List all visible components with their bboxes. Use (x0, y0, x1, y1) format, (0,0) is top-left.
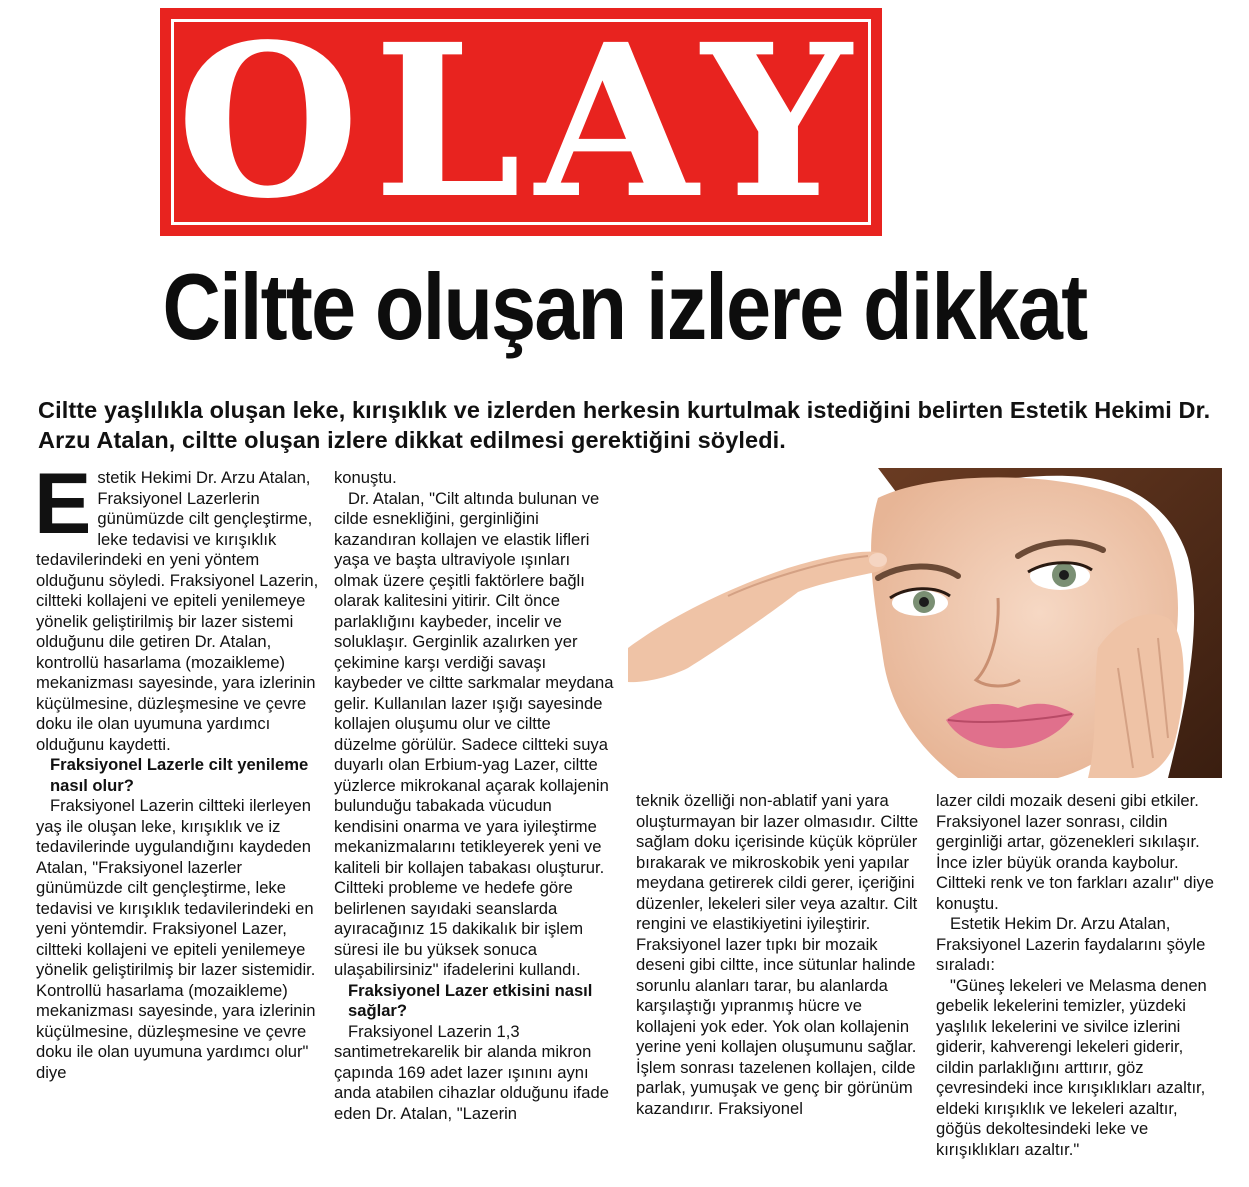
article-paragraph: Estetik Hekimi Dr. Arzu Atalan, Fraksiyonel Lazerlerin günümüzde cilt gençleştirme, leke tedavisi ve kırışıklık tedavilerindeki en yeni yöntem olduğunu söyledi. Fraksiyonel Lazerin, ciltteki kollajeni ve epiteli yenilemeye yönelik geliştirilmiş bir lazer sistemi olduğunu dile getiren Dr. Atalan, kontrollü hasarlama (mozaikleme) mekanizması sayesinde, yara izlerinin küçülmesine, düzleşmesine ve çevre doku ile olan uyumuna yardımcı olduğunu kaydetti. (34, 456, 319, 754)
article-paragraph: teknik özelliği non-ablatif yani yara oluşturmayan bir lazer olmasıdır. Ciltte sağlam doku içerisinde küçük köprüler bırakarak ve mikroskobik yeni yapılar meydana getirerek cildi gerer, içeriğini düzenler, lekeleri siler veya azaltır. Cilt rengini ve elastikiyetini iyileştirir. Fraksiyonel lazer tıpkı bir mozaik deseni gibi ciltte, ince sütunlar halinde sorunlu alanları tarar, bu alanlarda karşılaştığı yıpranmış hücre ve kollajeni yok eder. Yok olan kollajenin yerine yeni kollajen oluşumunu sağlar. İşlem sonrası tazelenen kollajen, cilde parlak, yumuşak ve genç bir görünüm kazandırır. Fraksiyonel (636, 791, 919, 1118)
article-paragraph: Fraksiyonel Lazerin 1,3 santimetrekarelik bir alanda mikron çapında 169 adet lazer ışınını aynı anda atabilen cihazlar olduğunu ifade eden Dr. Atalan, "Lazerin (334, 1021, 609, 1123)
article-paragraph: konuştu. (334, 468, 397, 487)
woman-face-illustration (628, 468, 1222, 778)
subheading: Fraksiyonel Lazerle cilt yenileme nasıl olur? (50, 755, 309, 795)
subheading: Fraksiyonel Lazer etkisini nasıl sağlar? (348, 980, 593, 1020)
masthead-title: OLAY (176, 8, 866, 236)
article-column-4 (936, 791, 1220, 1160)
drop-cap: E (34, 456, 92, 552)
headline: Ciltte oluşan izlere dikkat (162, 254, 1087, 359)
article-photo (628, 468, 1222, 778)
article-column-3 (636, 791, 920, 1119)
article-paragraph: "Güneş lekeleri ve Melasma denen gebelik lekelerini temizler, yüzdeki yaşlılık lekelerini ve sivilce izlerini giderir, kahverengi lekeleri giderir, cildin parlaklığını arttırır, göz çevresindeki ince kırışıklıkları azaltır, eldeki kırışıklık ve lekeleri azaltır, göğüs dekoltesindeki leke ve kırışıklıkları azaltır." (936, 975, 1207, 1159)
article-paragraph: Fraksiyonel Lazerin ciltteki ilerleyen yaş ile oluşan leke, kırışıklık ve iz tedavilerinde uygulandığını kaydeden Atalan, "Fraksiyonel lazerler günümüzde cilt gençleştirme, leke tedavisi ve kırışıklık tedavilerindeki en yeni yöntemdir. Fraksiyonel Lazer, ciltteki kollajeni ve epiteli yenilemeye yönelik geliştirilmiş bir lazer sistemidir. Kontrollü hasarlama (mozaikleme) mekanizması sayesinde, yara izlerinin küçülmesine, düzleşmesine ve çevre doku ile olan uyumuna yardımcı olur" diye (36, 796, 316, 1082)
article-paragraph: Dr. Atalan, "Cilt altında bulunan ve cilde esnekliğini, gerginliğini kazandıran kollajen ve elastik lifleri yaşa ve başta ultraviyole ışınları olmak üzere çeşitli faktörlere bağlı olarak kalitesini yitirir. Cilt önce parlaklığını kaybeder, incelir ve soluklaşır. Gerginlik azalırken yer çekimine karşı verdiği savaşı kaybeder ve ciltte sarkmalar meydana gelir. Kullanılan lazer ışığı sayesinde kollajen oluşumu olur ve ciltte düzelme görülür. Sadece ciltteki suya duyarlı olan Erbium-yag Lazer, ciltte yüzlerce mikrokanal açarak kollajenin bulunduğu tabakada vücudun kendisini onarma ve yara iyileştirme mekanizmalarını tetikleyerek yeni ve kaliteli bir kollajen tabakası oluşturur. Ciltteki probleme ve hedefe göre belirlenen sayıdaki seanslarda ayıracağınız 15 dakikalık bir işlem süresi ile bu yüksek sonuca ulaşabilirsiniz" ifadelerini kullandı. (334, 488, 614, 979)
article-paragraph: Estetik Hekim Dr. Arzu Atalan, Fraksiyonel Lazerin faydalarını şöyle sıraladı: (936, 914, 1206, 974)
article-paragraph: lazer cildi mozaik deseni gibi etkiler. Fraksiyonel lazer sonrası, cildin gerginliği artar, gözenekleri sıkılaşır. İnce izler büyük oranda kaybolur. Ciltteki renk ve ton farkları azalır" diye konuştu. (936, 791, 1214, 913)
article-column-1 (34, 456, 320, 1083)
lead-paragraph: Ciltte yaşlılıkla oluşan leke, kırışıklık ve izlerden herkesin kurtulmak istediğini belirten Estetik Hekimi Dr. Arzu Atalan, ciltte oluşan izlere dikkat edilmesi gerektiğini söyledi. (38, 397, 1211, 453)
masthead-logo (160, 8, 882, 236)
article-column-2 (334, 468, 618, 1124)
